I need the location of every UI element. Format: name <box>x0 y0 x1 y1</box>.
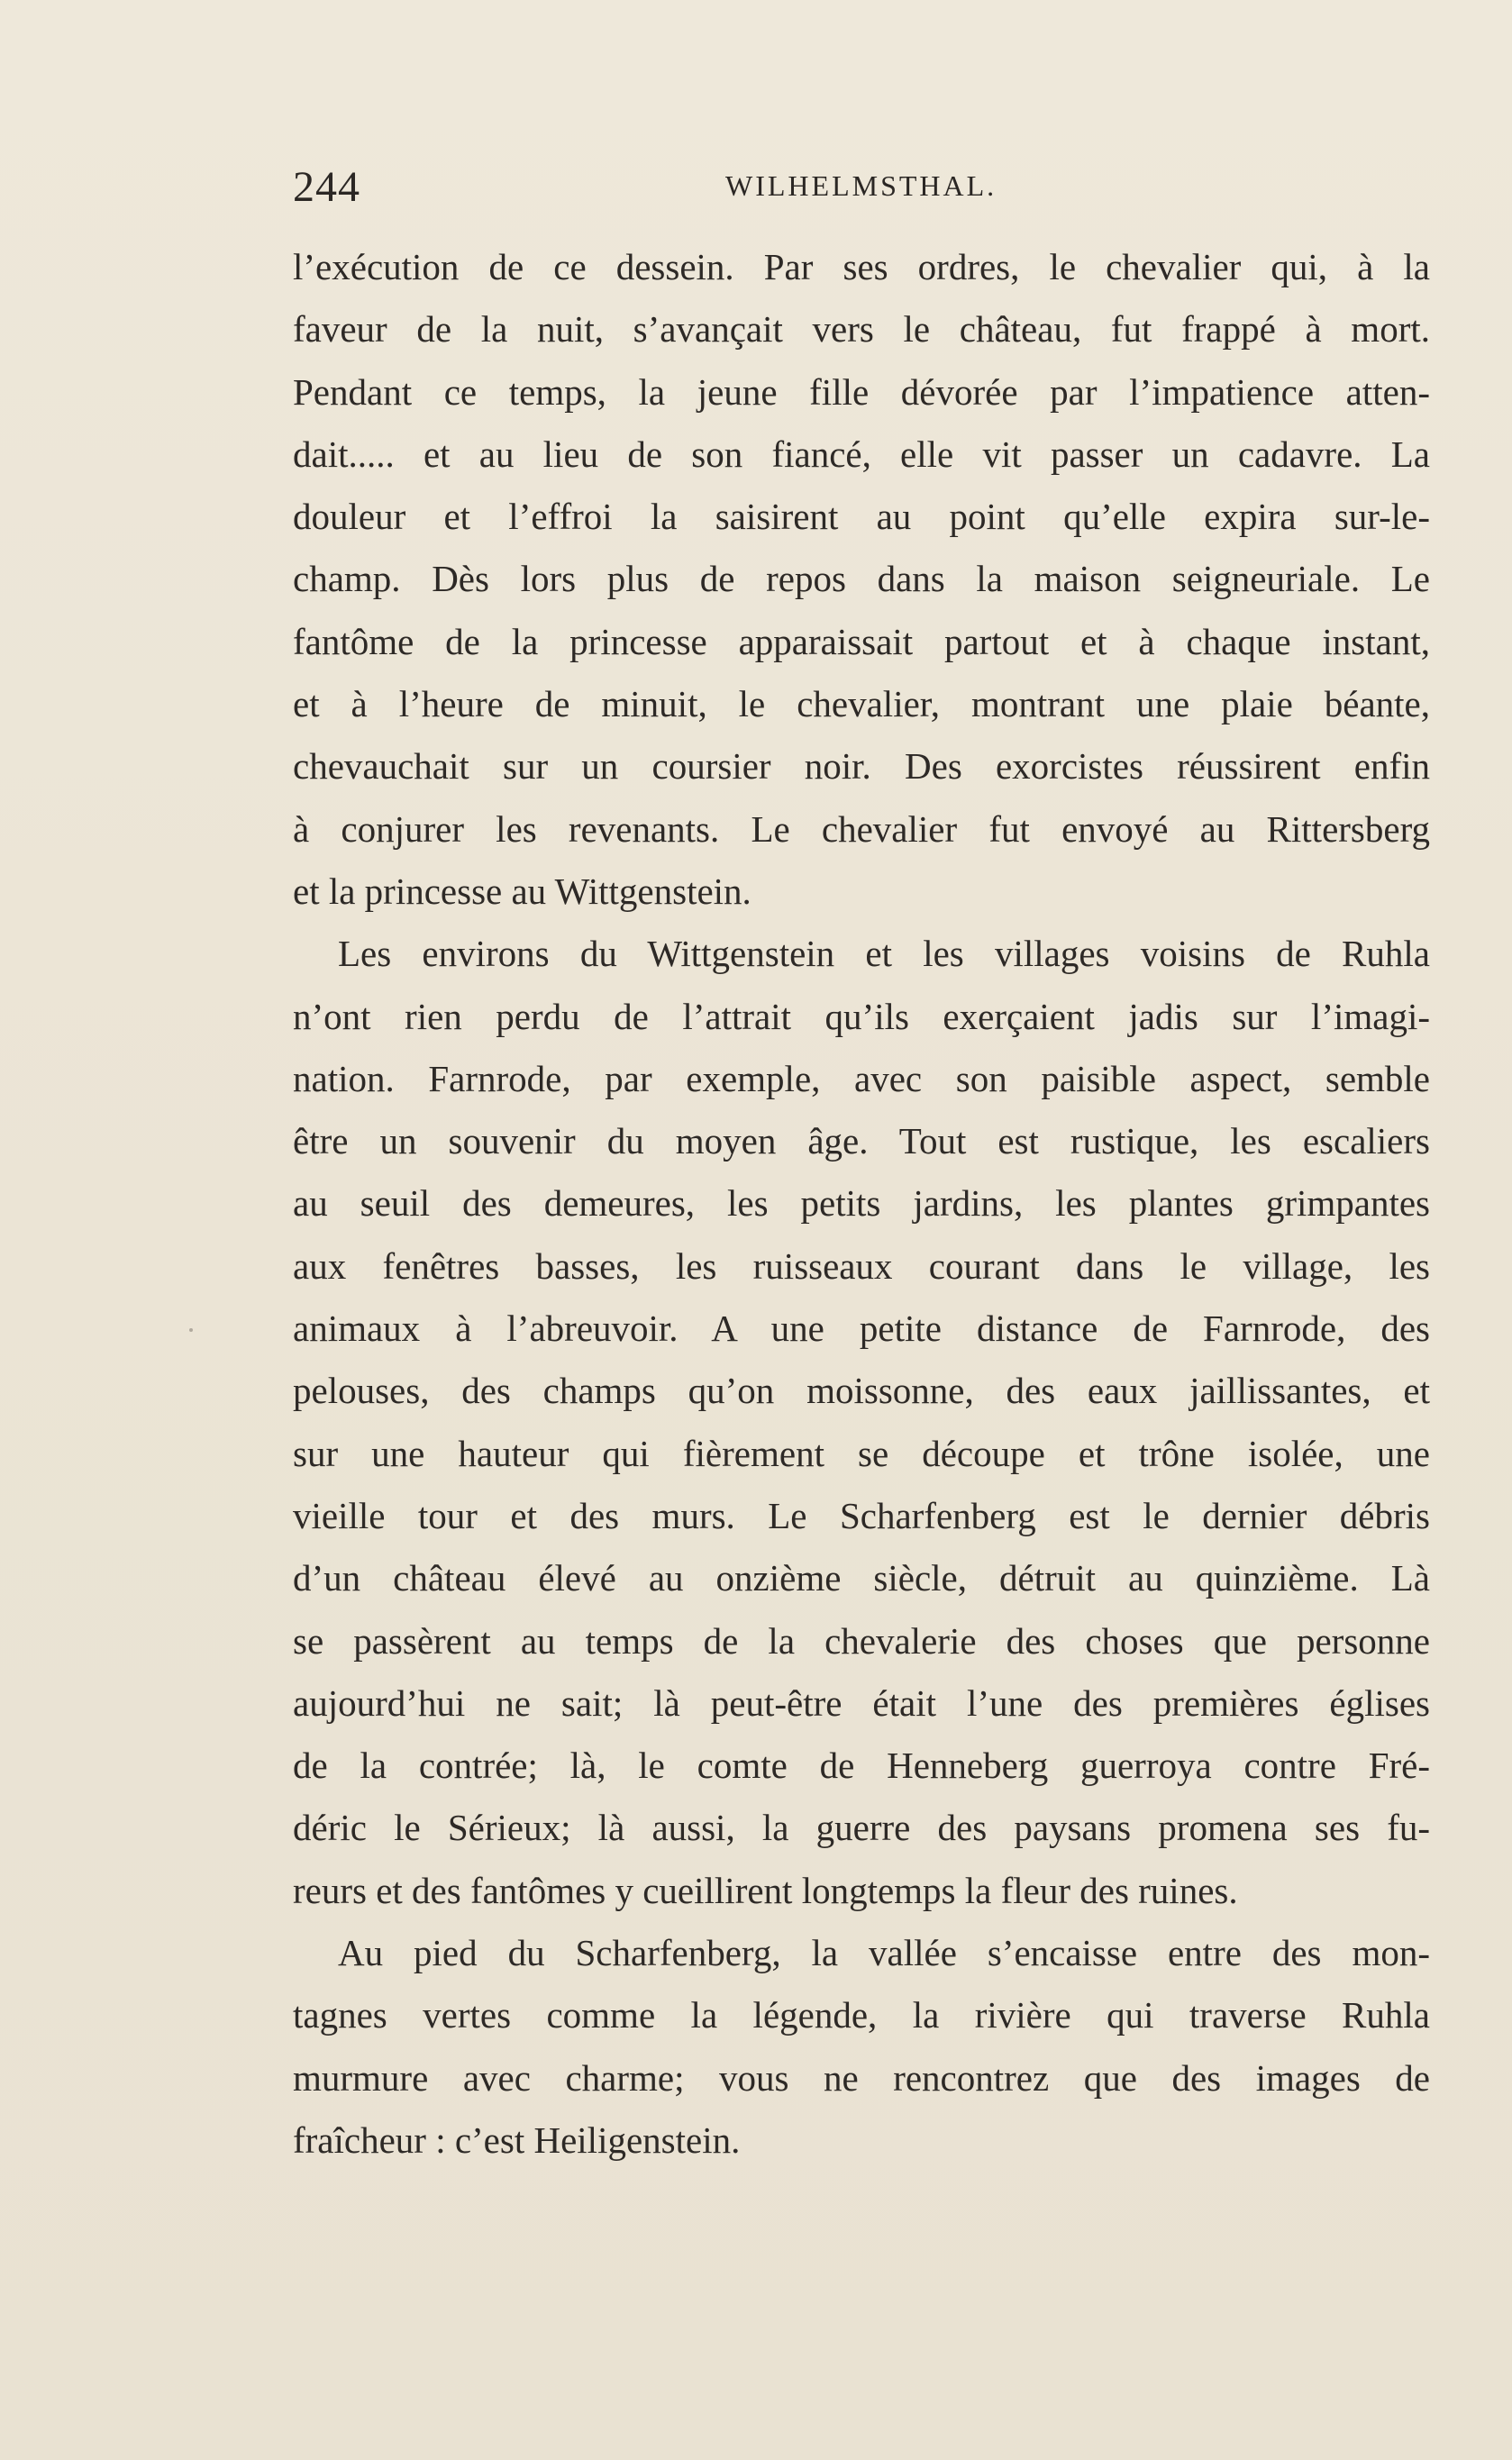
text-line: à conjurer les revenants. Le chevalier fut envoyé au Rittersberg <box>293 807 1430 850</box>
body-text <box>293 236 1430 2172</box>
text-line: aux fenêtres basses, les ruisseaux courant dans le village, les <box>293 1244 1430 1287</box>
text-line: vieille tour et des murs. Le Scharfenberg est le dernier débris <box>293 1494 1430 1536</box>
text-line: et la princesse au Wittgenstein. <box>293 870 751 912</box>
text-line: aujourd’hui ne sait; là peut-être était l’une des premières églises <box>293 1681 1430 1724</box>
text-line: animaux à l’abreuvoir. A une petite distance de Farnrode, des <box>293 1307 1430 1350</box>
text-line: d’un château élevé au onzième siècle, détruit au quinzième. Là <box>293 1557 1430 1599</box>
text-line: faveur de la nuit, s’avançait vers le château, fut frappé à mort. <box>293 308 1430 351</box>
paragraph-1 <box>293 236 1430 923</box>
text-line: Les environs du Wittgenstein et les villages voisins de Ruhla <box>338 933 1430 975</box>
paragraph-3 <box>293 1922 1430 2172</box>
margin-speck <box>189 1328 193 1332</box>
text-line: fantôme de la princesse apparaissait partout et à chaque instant, <box>293 620 1430 662</box>
text-line: Au pied du Scharfenberg, la vallée s’encaisse entre des mon- <box>338 1932 1430 1974</box>
text-line: dait..... et au lieu de son fiancé, elle vit passer un cadavre. La <box>293 433 1430 475</box>
text-line: champ. Dès lors plus de repos dans la maison seigneuriale. Le <box>293 558 1430 600</box>
text-line: déric le Sérieux; là aussi, la guerre des paysans promena ses fu- <box>293 1807 1430 1849</box>
text-line: être un souvenir du moyen âge. Tout est rustique, les escaliers <box>293 1120 1430 1162</box>
paragraph-2 <box>293 923 1430 1922</box>
page-number: 244 <box>293 163 360 211</box>
running-head <box>293 162 1430 216</box>
text-line: tagnes vertes comme la légende, la rivière qui traverse Ruhla <box>293 1994 1430 2036</box>
text-line: nation. Farnrode, par exemple, avec son paisible aspect, semble <box>293 1057 1430 1099</box>
text-line: se passèrent au temps de la chevalerie des choses que personne <box>293 1619 1430 1662</box>
text-line: sur une hauteur qui fièrement se découpe et trône isolée, une <box>293 1432 1430 1474</box>
text-line: douleur et l’effroi la saisirent au point qu’elle expira sur-le- <box>293 496 1430 538</box>
text-line: de la contrée; là, le comte de Henneberg guerroya contre Fré- <box>293 1745 1430 1787</box>
text-line: et à l’heure de minuit, le chevalier, montrant une plaie béante, <box>293 683 1430 725</box>
text-line: chevauchait sur un coursier noir. Des exorcistes réussirent enfin <box>293 745 1430 788</box>
text-line: l’exécution de ce dessein. Par ses ordres, le chevalier qui, à la <box>293 246 1430 287</box>
running-title: WILHELMSTHAL. <box>725 169 997 202</box>
text-line: Pendant ce temps, la jeune fille dévorée par l’impatience atten- <box>293 370 1430 413</box>
text-line: murmure avec charme; vous ne rencontrez que des images de <box>293 2056 1430 2099</box>
text-line: fraîcheur : c’est Heiligenstein. <box>293 2118 741 2161</box>
text-line: n’ont rien perdu de l’attrait qu’ils exerçaient jadis sur l’imagi- <box>293 995 1430 1037</box>
text-line: pelouses, des champs qu’on moissonne, des eaux jaillissantes, et <box>293 1370 1430 1412</box>
text-line: au seuil des demeures, les petits jardins, les plantes grimpantes <box>293 1182 1430 1225</box>
text-line: reurs et des fantômes y cueillirent longtemps la fleur des ruines. <box>293 1869 1238 1911</box>
